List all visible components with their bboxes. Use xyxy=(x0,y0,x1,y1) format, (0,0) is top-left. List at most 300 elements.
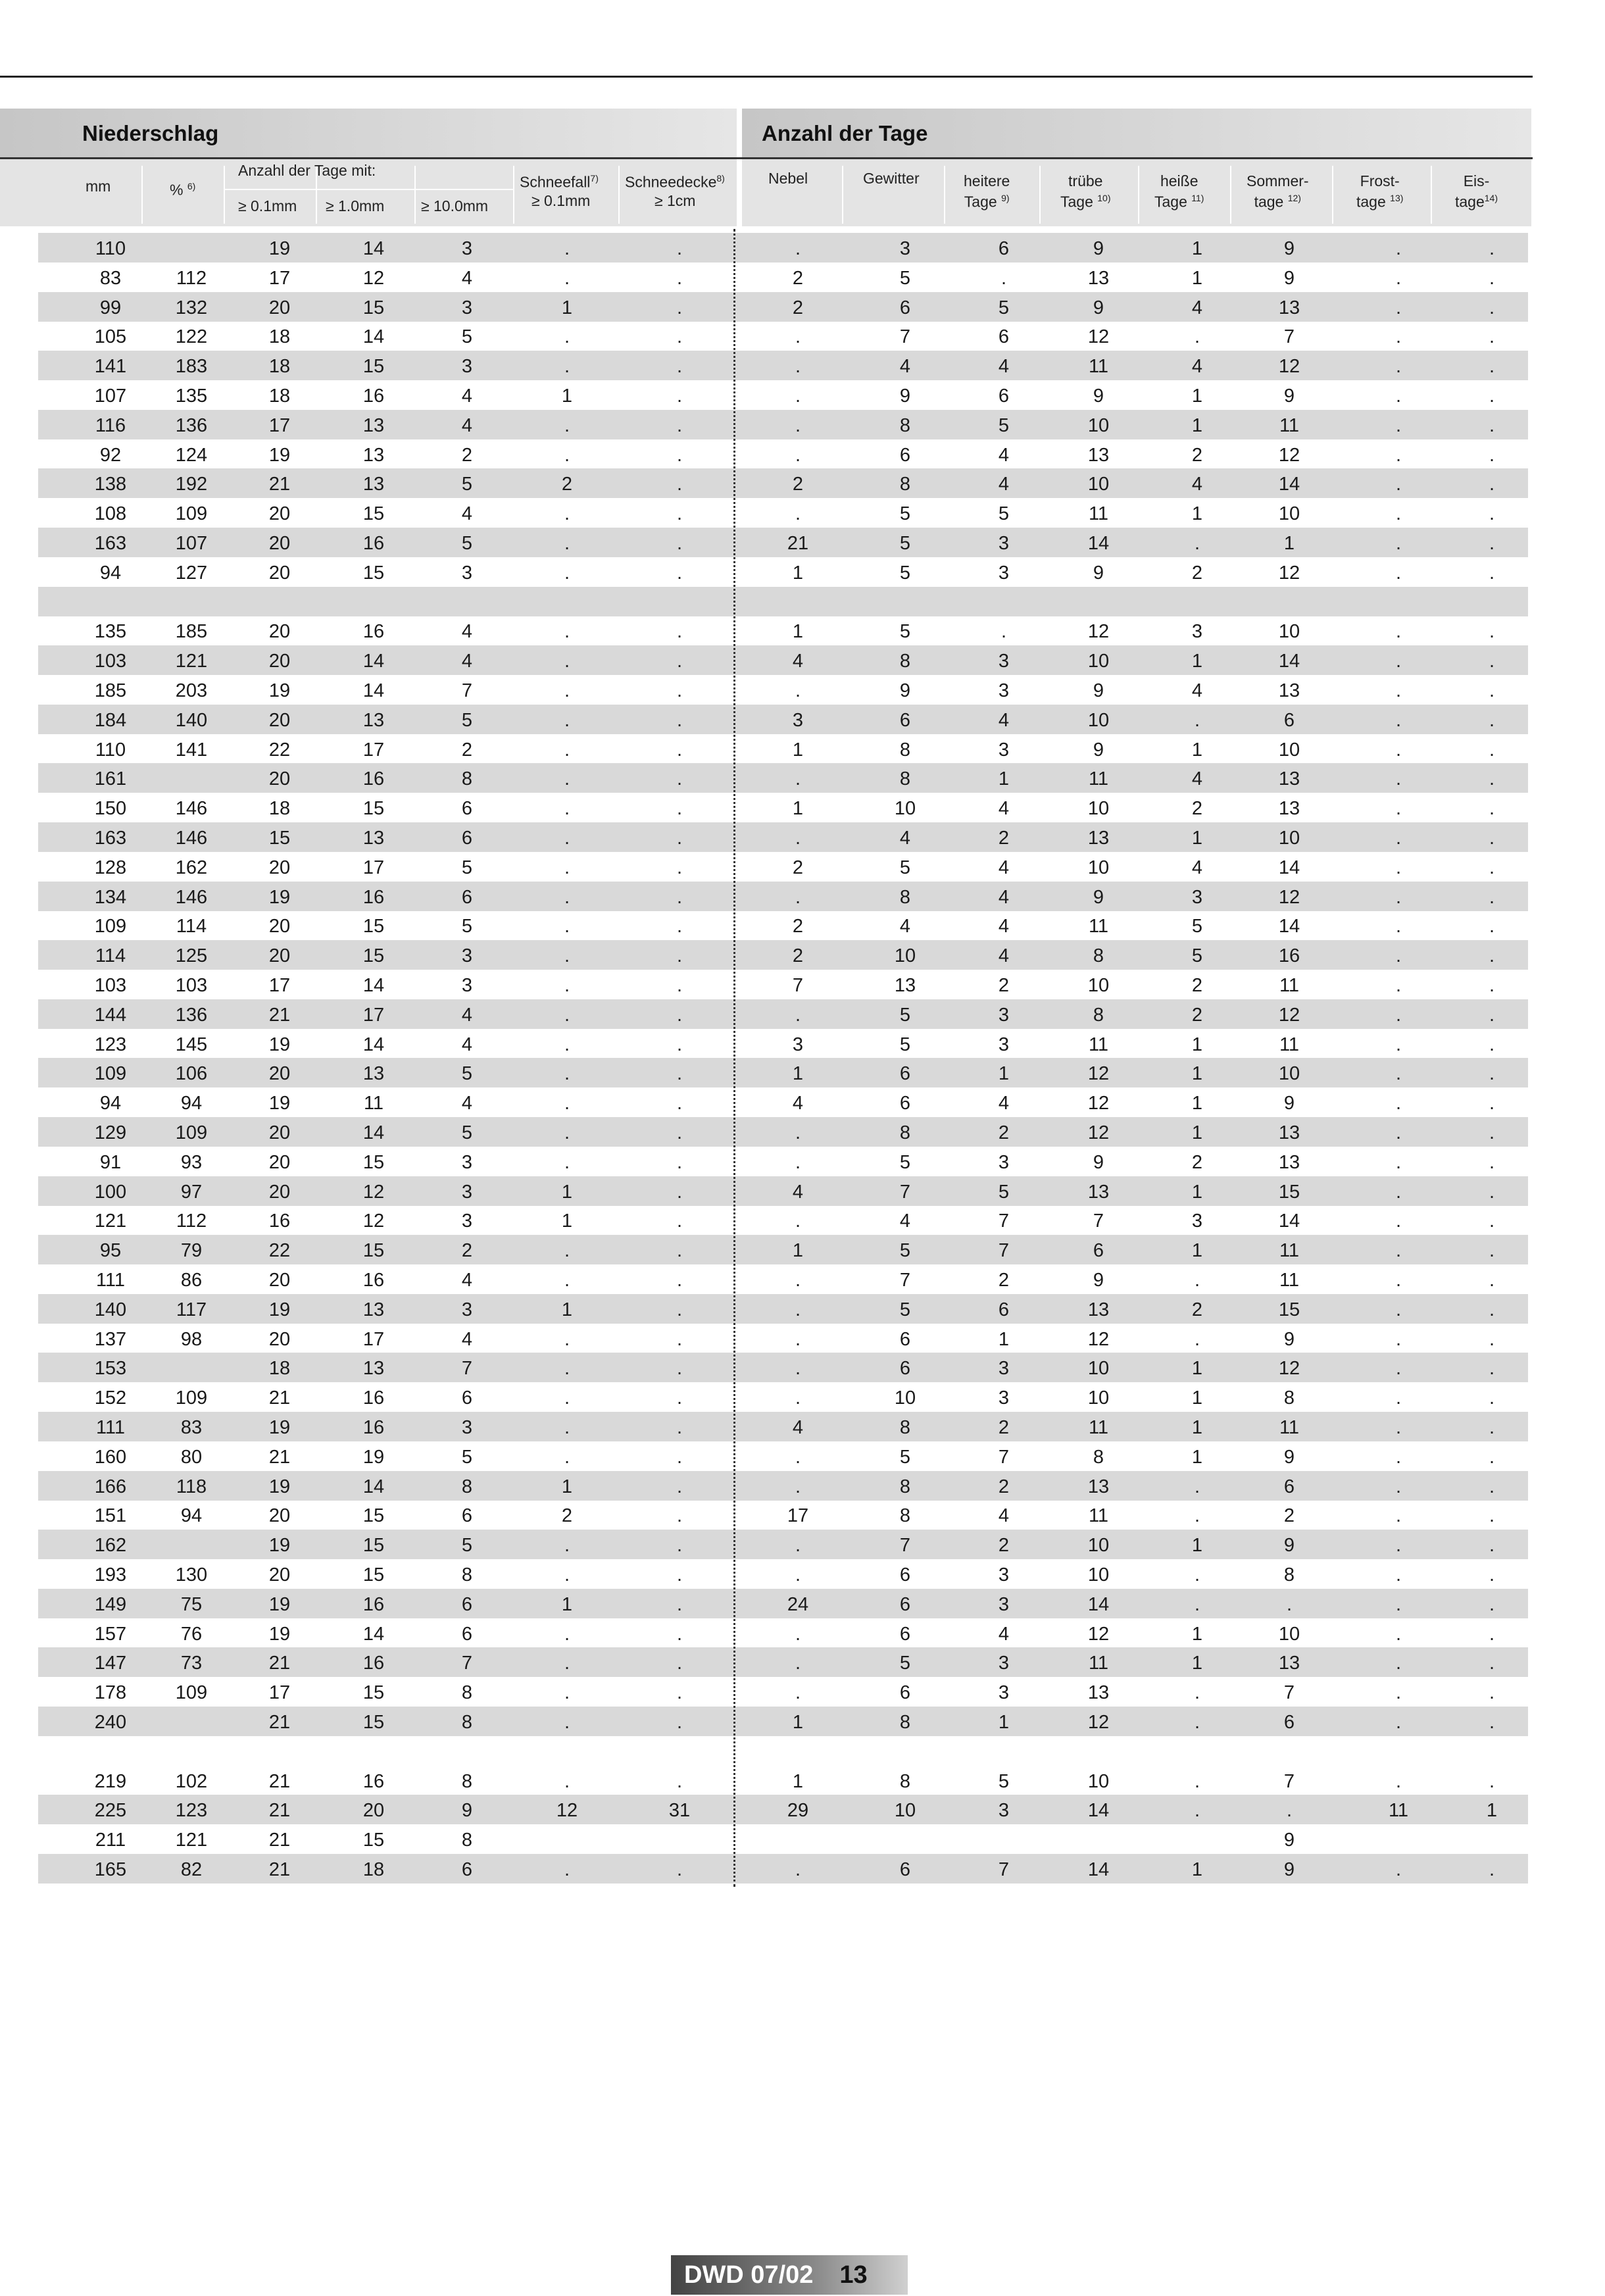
table-cell: 12 xyxy=(1278,1358,1300,1380)
table-cell: 17 xyxy=(362,1328,385,1350)
table-cell: 16 xyxy=(1278,945,1300,967)
table-cell: . xyxy=(676,414,683,436)
table-cell: . xyxy=(1194,533,1200,554)
table-cell: 1 xyxy=(1191,1859,1203,1880)
table-cell: 12 xyxy=(1087,1093,1110,1114)
table-cell: 5 xyxy=(998,414,1010,436)
table-cell: 1 xyxy=(792,621,804,643)
table-cell: 4 xyxy=(998,356,1010,378)
table-cell: 192 xyxy=(175,474,208,495)
table-cell: . xyxy=(1395,1063,1402,1085)
table-row xyxy=(38,233,1528,262)
table-cell: . xyxy=(795,326,801,348)
table-cell: 132 xyxy=(175,297,208,318)
table-cell: 110 xyxy=(95,238,126,259)
table-cell: 10 xyxy=(1087,474,1110,495)
header-percent: % $^{6)}$ xyxy=(170,181,196,199)
section-anzahl-der-tage: Anzahl der Tage xyxy=(742,109,1531,158)
table-cell: . xyxy=(1395,945,1402,967)
table-cell: 15 xyxy=(362,798,385,820)
table-cell: 7 xyxy=(899,1270,911,1291)
table-cell: 6 xyxy=(899,1564,911,1585)
table-cell: 21 xyxy=(787,533,809,554)
table-cell: . xyxy=(676,444,683,466)
table-cell: . xyxy=(795,1004,801,1026)
table-cell: 3 xyxy=(461,1151,473,1173)
table-row xyxy=(38,940,1528,970)
table-cell: . xyxy=(1489,1446,1495,1468)
table-cell: . xyxy=(676,1535,683,1557)
table-cell: . xyxy=(676,1593,683,1615)
table-cell: 13 xyxy=(1278,1151,1300,1173)
table-cell: . xyxy=(676,1093,683,1114)
table-cell: . xyxy=(1395,386,1402,407)
table-cell: 21 xyxy=(268,1712,291,1733)
table-row xyxy=(38,1618,1528,1648)
table-cell: 6 xyxy=(1283,1476,1295,1497)
table-cell: . xyxy=(1489,1063,1495,1085)
table-cell: 178 xyxy=(94,1682,127,1704)
table-cell: . xyxy=(1395,798,1402,820)
table-cell: . xyxy=(564,975,570,996)
table-row xyxy=(38,793,1528,822)
table-cell: 183 xyxy=(175,356,208,378)
table-cell: 9 xyxy=(1283,1859,1295,1880)
table-cell: 6 xyxy=(899,709,911,731)
table-cell: 19 xyxy=(268,238,291,259)
table-cell: 152 xyxy=(94,1387,127,1409)
table-cell: 136 xyxy=(175,1004,208,1026)
table-cell: 3 xyxy=(792,1034,804,1055)
table-cell: . xyxy=(1489,916,1495,937)
table-cell: 18 xyxy=(268,386,291,407)
table-cell: . xyxy=(1395,1122,1402,1143)
table-cell: 24 xyxy=(787,1593,809,1615)
table-cell: . xyxy=(676,1151,683,1173)
table-row xyxy=(38,911,1528,940)
table-cell: 2 xyxy=(792,945,804,967)
table-cell: 20 xyxy=(268,1328,291,1350)
table-cell: 185 xyxy=(175,621,208,643)
table-cell: 12 xyxy=(1087,1623,1110,1645)
table-row xyxy=(38,498,1528,528)
table-cell: 20 xyxy=(268,857,291,878)
table-cell: 20 xyxy=(268,916,291,937)
table-cell: . xyxy=(1489,1270,1495,1291)
table-cell: 99 xyxy=(99,297,122,318)
table-cell: 8 xyxy=(461,1476,473,1497)
table-cell: . xyxy=(1194,709,1200,731)
table-cell: 20 xyxy=(268,1270,291,1291)
table-cell: 14 xyxy=(1278,651,1300,672)
table-cell: . xyxy=(676,1063,683,1085)
table-cell: . xyxy=(795,1122,801,1143)
table-cell: 9 xyxy=(1283,1093,1295,1114)
table-cell: 8 xyxy=(899,1476,911,1497)
table-cell: 2 xyxy=(792,267,804,289)
table-cell: 1 xyxy=(1191,1358,1203,1380)
table-cell: 12 xyxy=(1278,1004,1300,1026)
table-cell: 9 xyxy=(1283,1328,1295,1350)
table-cell: 20 xyxy=(268,945,291,967)
table-row xyxy=(38,1647,1528,1677)
table-cell: . xyxy=(1395,1417,1402,1438)
table-cell: 121 xyxy=(175,651,208,672)
table-cell: . xyxy=(1489,1564,1495,1585)
table-cell: 16 xyxy=(362,621,385,643)
table-cell: 3 xyxy=(998,680,1010,701)
table-cell: 9 xyxy=(1283,386,1295,407)
table-cell: 8 xyxy=(461,1770,473,1792)
table-cell: 114 xyxy=(176,916,207,937)
table-row xyxy=(38,1294,1528,1324)
table-cell: . xyxy=(1286,1593,1293,1615)
header-divider xyxy=(141,166,143,224)
table-cell: 15 xyxy=(362,1564,385,1585)
table-cell: 1 xyxy=(1191,651,1203,672)
table-cell: 3 xyxy=(792,709,804,731)
section-divider-dotted xyxy=(733,229,735,1887)
table-cell: . xyxy=(1395,533,1402,554)
table-cell: 11 xyxy=(1088,768,1109,790)
table-cell: 73 xyxy=(180,1653,203,1674)
table-cell: 10 xyxy=(1278,828,1300,849)
table-cell: 1 xyxy=(1191,1417,1203,1438)
table-cell: 21 xyxy=(268,474,291,495)
table-cell: 12 xyxy=(362,267,385,289)
table-cell: 20 xyxy=(268,1122,291,1143)
table-cell: 151 xyxy=(94,1505,127,1527)
table-cell: 103 xyxy=(175,975,208,996)
table-cell: . xyxy=(564,857,570,878)
table-cell: 4 xyxy=(461,1004,473,1026)
header-divider xyxy=(842,166,843,224)
header-band-right xyxy=(742,159,1531,226)
table-cell: . xyxy=(1395,1770,1402,1792)
table-cell: 18 xyxy=(268,356,291,378)
table-cell: 9 xyxy=(899,680,911,701)
table-cell: . xyxy=(676,975,683,996)
table-cell: . xyxy=(676,1004,683,1026)
table-cell: 141 xyxy=(94,356,127,378)
table-cell: . xyxy=(1489,267,1495,289)
table-cell: . xyxy=(676,1653,683,1674)
table-cell: . xyxy=(676,1358,683,1380)
table-cell: 127 xyxy=(175,562,208,584)
table-cell: 3 xyxy=(461,1181,473,1203)
table-cell: . xyxy=(564,1063,570,1085)
table-cell: 9 xyxy=(461,1800,473,1822)
table-cell: 3 xyxy=(461,297,473,318)
table-cell: 19 xyxy=(268,1034,291,1055)
table-cell: 144 xyxy=(94,1004,127,1026)
table-cell: 13 xyxy=(362,414,385,436)
table-cell: . xyxy=(1395,1623,1402,1645)
table-cell: 112 xyxy=(176,267,207,289)
header-gewitter: Gewitter xyxy=(863,170,920,187)
table-cell: 16 xyxy=(362,1387,385,1409)
table-cell: 1 xyxy=(561,386,573,407)
table-cell: . xyxy=(676,356,683,378)
table-cell: 12 xyxy=(1087,1712,1110,1733)
table-cell: . xyxy=(1194,1505,1200,1527)
table-row xyxy=(38,1353,1528,1382)
table-cell: 109 xyxy=(94,916,127,937)
table-cell: 98 xyxy=(180,1328,203,1350)
table-cell: . xyxy=(1395,916,1402,937)
table-cell: . xyxy=(795,503,801,525)
table-cell: 11 xyxy=(1088,1034,1109,1055)
table-cell: 1 xyxy=(561,1299,573,1320)
table-row xyxy=(38,262,1528,292)
table-cell: 5 xyxy=(899,1446,911,1468)
table-row xyxy=(38,1766,1528,1795)
table-cell: 10 xyxy=(894,945,916,967)
table-cell: 140 xyxy=(94,1299,127,1320)
table-cell: 240 xyxy=(94,1712,127,1733)
table-row xyxy=(38,999,1528,1029)
table-cell: . xyxy=(1489,975,1495,996)
table-cell: 7 xyxy=(1283,1682,1295,1704)
table-cell: 1 xyxy=(561,1593,573,1615)
table-cell: 4 xyxy=(461,414,473,436)
table-cell: . xyxy=(564,1387,570,1409)
table-cell: 18 xyxy=(268,326,291,348)
table-cell: 6 xyxy=(461,886,473,908)
table-cell: 4 xyxy=(1191,680,1203,701)
table-cell: 110 xyxy=(95,739,126,761)
table-spacer-row xyxy=(38,587,1528,616)
table-cell: . xyxy=(1489,1093,1495,1114)
header-ge-100mm: ≥ 10.0mm xyxy=(421,197,489,214)
table-cell: . xyxy=(1489,1240,1495,1262)
table-cell: . xyxy=(1489,444,1495,466)
table-cell: 5 xyxy=(461,1063,473,1085)
table-cell: 2 xyxy=(998,1270,1010,1291)
table-cell: 6 xyxy=(899,1593,911,1615)
table-cell: . xyxy=(676,1564,683,1585)
table-row xyxy=(38,882,1528,911)
table-cell: 5 xyxy=(461,1446,473,1468)
table-cell: 166 xyxy=(94,1476,127,1497)
header-divider xyxy=(513,166,514,224)
table-cell: 20 xyxy=(268,1151,291,1173)
table-cell: . xyxy=(564,709,570,731)
table-cell: 4 xyxy=(461,1328,473,1350)
table-row xyxy=(38,468,1528,498)
table-cell: . xyxy=(564,680,570,701)
table-cell: . xyxy=(676,828,683,849)
page-number: 13 xyxy=(839,2260,868,2289)
table-cell: . xyxy=(564,1623,570,1645)
table-cell: 14 xyxy=(362,326,385,348)
table-cell: 8 xyxy=(899,474,911,495)
table-cell: . xyxy=(1194,1800,1200,1822)
table-cell: . xyxy=(1395,1712,1402,1733)
table-cell: . xyxy=(564,562,570,584)
table-cell: 19 xyxy=(362,1446,385,1468)
table-cell: . xyxy=(1489,1210,1495,1232)
table-cell: 14 xyxy=(1278,1210,1300,1232)
table-cell: 75 xyxy=(180,1593,203,1615)
table-row xyxy=(38,1029,1528,1059)
table-cell: 4 xyxy=(899,356,911,378)
table-cell: 185 xyxy=(94,680,127,701)
table-cell: 16 xyxy=(362,533,385,554)
table-cell: . xyxy=(564,326,570,348)
table-cell: 7 xyxy=(461,1653,473,1674)
table-row xyxy=(38,1117,1528,1147)
table-cell: 7 xyxy=(998,1240,1010,1262)
table-cell: 6 xyxy=(899,1063,911,1085)
table-cell: 16 xyxy=(362,1653,385,1674)
table-cell: 6 xyxy=(461,1593,473,1615)
table-cell: . xyxy=(1489,945,1495,967)
table-cell: . xyxy=(1395,651,1402,672)
table-cell: 13 xyxy=(1278,680,1300,701)
table-cell: 118 xyxy=(176,1476,207,1497)
table-cell: 5 xyxy=(998,1770,1010,1792)
table-cell: 1 xyxy=(1191,386,1203,407)
table-cell: 10 xyxy=(1087,1387,1110,1409)
table-cell: 20 xyxy=(268,768,291,790)
table-cell: . xyxy=(1395,326,1402,348)
table-cell: 3 xyxy=(461,1299,473,1320)
table-cell: 94 xyxy=(180,1093,203,1114)
header-divider xyxy=(224,166,225,224)
table-cell: . xyxy=(795,1151,801,1173)
table-cell: 9 xyxy=(899,386,911,407)
table-cell: 21 xyxy=(268,1653,291,1674)
table-cell: 117 xyxy=(176,1299,207,1320)
table-cell: . xyxy=(676,1859,683,1880)
table-cell: . xyxy=(1395,267,1402,289)
table-cell: 4 xyxy=(998,886,1010,908)
table-cell: 21 xyxy=(268,1800,291,1822)
table-cell: 162 xyxy=(175,857,208,878)
table-cell: 11 xyxy=(1279,414,1300,436)
table-cell: . xyxy=(564,414,570,436)
table-cell: 10 xyxy=(894,798,916,820)
table-cell: 9 xyxy=(1093,739,1104,761)
table-cell: 3 xyxy=(1191,1210,1203,1232)
table-cell: 2 xyxy=(998,1417,1010,1438)
table-cell: . xyxy=(1395,1299,1402,1320)
table-cell: 15 xyxy=(362,1505,385,1527)
table-cell: 21 xyxy=(268,1859,291,1880)
table-cell: . xyxy=(1489,356,1495,378)
table-cell: 5 xyxy=(899,1004,911,1026)
table-cell: 14 xyxy=(362,975,385,996)
table-cell: 80 xyxy=(180,1446,203,1468)
table-cell: 16 xyxy=(362,1417,385,1438)
table-cell: . xyxy=(1395,1358,1402,1380)
table-cell: . xyxy=(1395,1505,1402,1527)
table-cell: 3 xyxy=(998,533,1010,554)
table-cell: . xyxy=(676,857,683,878)
table-cell: 13 xyxy=(1087,1476,1110,1497)
table-cell: 6 xyxy=(998,1299,1010,1320)
table-cell: 3 xyxy=(899,238,911,259)
table-cell: 12 xyxy=(1087,1063,1110,1085)
table-row xyxy=(38,321,1528,351)
table-cell: 5 xyxy=(461,916,473,937)
table-cell: 2 xyxy=(1191,1151,1203,1173)
table-cell: 16 xyxy=(268,1210,291,1232)
table-cell: . xyxy=(795,1299,801,1320)
table-cell: 12 xyxy=(1278,886,1300,908)
table-cell: 5 xyxy=(461,709,473,731)
table-cell: 2 xyxy=(461,739,473,761)
table-cell: 193 xyxy=(94,1564,127,1585)
table-cell: 7 xyxy=(792,975,804,996)
header-nebel: Nebel xyxy=(768,170,808,187)
table-cell: 1 xyxy=(792,739,804,761)
table-cell: 11 xyxy=(1088,916,1109,937)
table-cell: 8 xyxy=(899,886,911,908)
table-cell: 8 xyxy=(899,1770,911,1792)
table-cell: 19 xyxy=(268,1299,291,1320)
table-cell: . xyxy=(676,238,683,259)
table-row xyxy=(38,292,1528,322)
table-row xyxy=(38,528,1528,557)
table-cell: 20 xyxy=(268,533,291,554)
table-cell: . xyxy=(676,739,683,761)
table-cell: 92 xyxy=(99,444,122,466)
table-cell: 17 xyxy=(362,857,385,878)
header-divider xyxy=(1431,166,1432,224)
table-cell: 20 xyxy=(268,503,291,525)
table-cell: 9 xyxy=(1283,267,1295,289)
table-cell: . xyxy=(564,1151,570,1173)
table-cell: . xyxy=(1395,886,1402,908)
table-cell: . xyxy=(676,1122,683,1143)
table-cell: . xyxy=(1395,444,1402,466)
table-cell: 5 xyxy=(998,297,1010,318)
table-cell: 3 xyxy=(998,739,1010,761)
table-cell: 13 xyxy=(1278,768,1300,790)
table-cell: 6 xyxy=(899,1328,911,1350)
table-cell: . xyxy=(564,945,570,967)
table-cell: 121 xyxy=(94,1210,127,1232)
table-row xyxy=(38,1500,1528,1530)
table-cell: 3 xyxy=(998,1593,1010,1615)
table-cell: 5 xyxy=(461,533,473,554)
footer-badge xyxy=(671,2255,908,2295)
table-cell: 163 xyxy=(94,828,127,849)
section-niederschlag: Niederschlag xyxy=(0,109,737,158)
table-cell: 11 xyxy=(1088,503,1109,525)
table-cell: . xyxy=(1194,1712,1200,1733)
table-cell: . xyxy=(1489,1328,1495,1350)
table-cell: 4 xyxy=(461,386,473,407)
table-cell: 15 xyxy=(362,1712,385,1733)
table-cell: . xyxy=(1489,857,1495,878)
table-cell: 79 xyxy=(180,1240,203,1262)
table-cell: . xyxy=(564,798,570,820)
table-cell: 7 xyxy=(1283,326,1295,348)
table-cell: . xyxy=(564,356,570,378)
table-cell: . xyxy=(795,1476,801,1497)
table-cell: 4 xyxy=(1191,297,1203,318)
table-cell: 13 xyxy=(1087,444,1110,466)
header-schneefall: Schneefall$^{7)}$ xyxy=(520,173,599,191)
table-cell: . xyxy=(564,1564,570,1585)
table-cell: 7 xyxy=(998,1859,1010,1880)
table-cell: . xyxy=(1194,1476,1200,1497)
table-cell: . xyxy=(1395,621,1402,643)
table-cell: 14 xyxy=(1087,533,1110,554)
